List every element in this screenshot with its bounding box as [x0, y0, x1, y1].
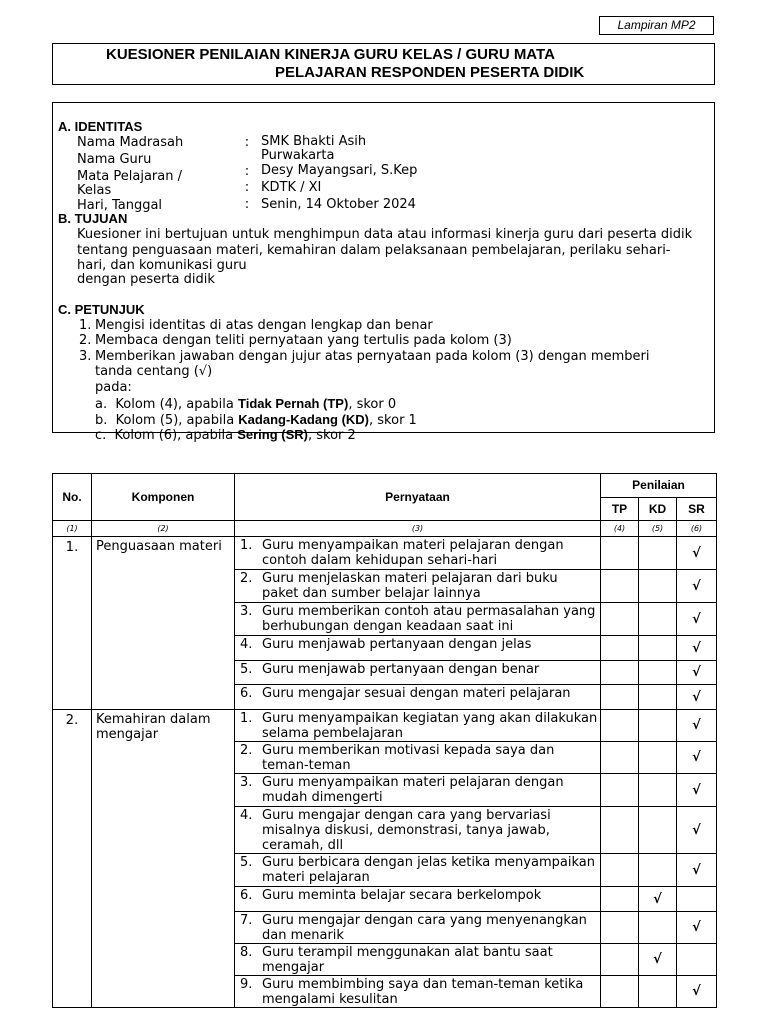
header-sr: SR [677, 498, 717, 521]
rating-cell-tp[interactable] [601, 742, 639, 774]
rating-cell-kd[interactable] [639, 661, 677, 685]
statement-number: 5. [240, 855, 253, 870]
rating-cell-sr[interactable] [677, 685, 717, 710]
check-mark: √ [692, 862, 701, 878]
statement-text: Guru meminta belajar secara berkelompok [262, 888, 542, 903]
rating-cell-tp[interactable] [601, 570, 639, 603]
statement-number: 2. [240, 743, 253, 758]
petunjuk-sub [95, 427, 356, 443]
header-tp: TP [601, 498, 639, 521]
petunjuk-heading: C. PETUNJUK [58, 302, 145, 317]
sub-letter: a. [95, 397, 108, 412]
statement-text: Guru mengajar dengan cara yang bervariasi misalnya diskusi, demonstrasi, tanya jawab, ceramah, dll [262, 808, 551, 853]
statement-text: Guru menjelaskan materi pelajaran dari buku paket dan sumber belajar lainnya [262, 571, 558, 601]
rating-cell-kd[interactable] [639, 603, 677, 636]
statement-text: Guru mengajar sesuai dengan materi pelajaran [262, 686, 571, 701]
header-penilaian: Penilaian [601, 474, 717, 498]
check-mark: √ [692, 689, 701, 705]
rating-cell-sr[interactable] [677, 661, 717, 685]
check-mark: √ [692, 782, 701, 798]
rating-cell-sr[interactable] [677, 854, 717, 887]
col-number: (4) [601, 521, 639, 537]
statement-cell [235, 774, 601, 807]
statement-number: 4. [240, 637, 253, 652]
sub-text: , skor 2 [307, 428, 356, 443]
petunjuk-sub [95, 396, 396, 412]
rating-cell-kd[interactable] [639, 742, 677, 774]
identitas-label: Mata Pelajaran / [77, 169, 182, 184]
statement-text: Guru menyampaikan materi pelajaran dengan mudah dimengerti [262, 775, 564, 805]
rating-cell-tp[interactable] [601, 685, 639, 710]
sub-letter: b. [95, 413, 108, 428]
rating-cell-tp[interactable] [601, 537, 639, 570]
header-komponen: Komponen [92, 474, 235, 521]
statement-cell [235, 887, 601, 912]
statement-cell [235, 742, 601, 774]
colon: : [244, 135, 250, 150]
check-mark: √ [692, 984, 701, 999]
sub-bold: Tidak Pernah (TP) [238, 396, 349, 411]
table-row [53, 537, 717, 570]
statement-number: 3. [240, 775, 253, 790]
check-mark: √ [653, 891, 662, 907]
statement-number: 4. [240, 808, 253, 823]
check-mark: √ [692, 545, 701, 561]
statement-number: 2. [240, 571, 253, 586]
statement-text: Guru menjawab pertanyaan dengan benar [262, 662, 540, 677]
component-name: Kemahiran dalam mengajar [92, 710, 235, 1008]
statement-cell [235, 603, 601, 636]
statement-number: 7. [240, 913, 253, 928]
statement-number: 1. [240, 538, 253, 553]
identitas-value: Purwakarta [261, 148, 335, 163]
check-mark: √ [692, 718, 701, 733]
identitas-value: SMK Bhakti Asih [261, 134, 367, 149]
rating-cell-sr[interactable] [677, 912, 717, 944]
sub-text: Kolom (4), apabila [115, 397, 239, 412]
check-mark: √ [692, 822, 701, 838]
identitas-label: Nama Guru [77, 152, 152, 167]
statement-cell [235, 570, 601, 603]
rating-cell-kd[interactable] [639, 774, 677, 807]
rating-cell-sr[interactable] [677, 976, 717, 1008]
rating-cell-tp[interactable] [601, 944, 639, 976]
rating-cell-kd[interactable] [639, 710, 677, 742]
identitas-label: Nama Madrasah [77, 135, 184, 150]
col-number: (3) [235, 521, 601, 537]
statement-number: 1. [240, 711, 253, 726]
rating-cell-sr[interactable] [677, 570, 717, 603]
statement-number: 6. [240, 686, 253, 701]
questionnaire-body [53, 537, 717, 1008]
petunjuk-num: 3. [79, 349, 92, 364]
sub-bold: Sering (SR) [237, 427, 308, 442]
statement-cell [235, 944, 601, 976]
rating-cell-tp[interactable] [601, 912, 639, 944]
column-number-row [53, 521, 717, 537]
statement-text: Guru mengajar dengan cara yang menyenangkan dan menarik [262, 913, 587, 943]
rating-cell-sr[interactable] [677, 944, 717, 976]
tujuan-text: tentang penguasaan materi, kemahiran dalam pelaksanaan pembelajaran, perilaku sehari- [77, 243, 671, 258]
sub-text: , skor 0 [348, 397, 397, 412]
rating-cell-sr[interactable] [677, 742, 717, 774]
rating-cell-sr[interactable] [677, 537, 717, 570]
statement-cell [235, 976, 601, 1008]
sub-text: , skor 1 [369, 413, 417, 428]
component-name: Penguasaan materi [92, 537, 235, 710]
statement-cell [235, 537, 601, 570]
page-title-line2: PELAJARAN RESPONDEN PESERTA DIDIK [275, 64, 585, 81]
rating-cell-kd[interactable] [639, 854, 677, 887]
header-pernyataan: Pernyataan [235, 474, 601, 521]
colon: : [244, 180, 250, 195]
rating-cell-sr[interactable] [677, 636, 717, 661]
col-number: (5) [639, 521, 677, 537]
statement-number: 8. [240, 945, 253, 960]
rating-cell-tp[interactable] [601, 854, 639, 887]
statement-cell [235, 636, 601, 661]
petunjuk-item-cont: pada: [95, 380, 132, 395]
rating-cell-sr[interactable] [677, 807, 717, 854]
identitas-value: Senin, 14 Oktober 2024 [261, 197, 416, 212]
rating-cell-tp[interactable] [601, 636, 639, 661]
check-mark: √ [692, 611, 701, 627]
rating-cell-tp[interactable] [601, 603, 639, 636]
rating-cell-kd[interactable] [639, 912, 677, 944]
col-number: (1) [53, 521, 92, 537]
statement-cell [235, 710, 601, 742]
colon: : [244, 164, 250, 179]
statement-text: Guru menjawab pertanyaan dengan jelas [262, 637, 532, 652]
rating-cell-kd[interactable] [639, 887, 677, 912]
col-number: (6) [677, 521, 717, 537]
statement-number: 5. [240, 662, 253, 677]
statement-text: Guru berbicara dengan jelas ketika menyampaikan materi pelajaran [262, 855, 595, 885]
rating-cell-kd[interactable] [639, 537, 677, 570]
petunjuk-num: 2. [79, 333, 92, 348]
identitas-label: Hari, Tanggal [77, 198, 163, 213]
petunjuk-item: Memberikan jawaban dengan jujur atas pernyataan pada kolom (3) dengan memberi [95, 349, 650, 364]
petunjuk-item: Mengisi identitas di atas dengan lengkap dan benar [95, 318, 433, 333]
petunjuk-sub [95, 412, 417, 428]
rating-cell-sr[interactable] [677, 710, 717, 742]
petunjuk-num: 1. [79, 318, 92, 333]
statement-text: Guru menyampaikan kegiatan yang akan dilakukan selama pembelajaran [262, 711, 598, 741]
identitas-heading: A. IDENTITAS [58, 119, 143, 134]
tujuan-text: dengan peserta didik [77, 272, 215, 287]
rating-cell-tp[interactable] [601, 887, 639, 912]
check-mark: √ [692, 920, 701, 935]
statement-text: Guru menyampaikan materi pelajaran dengan contoh dalam kehidupan sehari-hari [262, 538, 564, 568]
rating-cell-sr[interactable] [677, 887, 717, 912]
rating-cell-kd[interactable] [639, 807, 677, 854]
table-row [53, 710, 717, 742]
rating-cell-kd[interactable] [639, 636, 677, 661]
statement-cell [235, 912, 601, 944]
petunjuk-item: Membaca dengan teliti pernyataan yang tertulis pada kolom (3) [95, 333, 512, 348]
statement-number: 6. [240, 888, 253, 903]
header-no: No. [53, 474, 92, 521]
rating-cell-tp[interactable] [601, 774, 639, 807]
rating-cell-tp[interactable] [601, 807, 639, 854]
rating-cell-tp[interactable] [601, 661, 639, 685]
rating-cell-kd[interactable] [639, 944, 677, 976]
attachment-label: Lampiran MP2 [599, 16, 714, 35]
sub-bold: Kadang-Kadang (KD) [238, 412, 370, 427]
sub-text: Kolom (5), apabila [115, 413, 239, 428]
statement-number: 3. [240, 604, 253, 619]
statement-cell [235, 854, 601, 887]
sub-letter: c. [95, 428, 107, 443]
check-mark: √ [692, 665, 701, 680]
statement-text: Guru terampil menggunakan alat bantu saat mengajar [262, 945, 553, 975]
check-mark: √ [692, 578, 701, 594]
statement-cell [235, 807, 601, 854]
rating-cell-kd[interactable] [639, 570, 677, 603]
rating-cell-sr[interactable] [677, 603, 717, 636]
tujuan-text: Kuesioner ini bertujuan untuk menghimpun data atau informasi kinerja guru dari peserta didik [77, 227, 693, 242]
statement-number: 9. [240, 977, 253, 992]
group-number: 1. [53, 537, 92, 710]
rating-cell-kd[interactable] [639, 976, 677, 1008]
rating-cell-kd[interactable] [639, 685, 677, 710]
identitas-label: Kelas [77, 183, 112, 198]
page-title-line1: KUESIONER PENILAIAN KINERJA GURU KELAS / GURU MATA [106, 46, 555, 63]
identitas-value: KDTK / XI [261, 180, 322, 195]
questionnaire-table [52, 473, 717, 1008]
rating-cell-tp[interactable] [601, 710, 639, 742]
tujuan-text: hari, dan komunikasi guru [77, 258, 247, 273]
col-number: (2) [92, 521, 235, 537]
check-mark: √ [653, 952, 662, 967]
identitas-value: Desy Mayangsari, S.Kep [261, 163, 418, 178]
rating-cell-tp[interactable] [601, 976, 639, 1008]
statement-text: Guru memberikan contoh atau permasalahan yang berhubungan dengan keadaan saat ini [262, 604, 596, 634]
sub-text: Kolom (6), apabila [114, 428, 238, 443]
statement-cell [235, 685, 601, 710]
group-number: 2. [53, 710, 92, 1008]
statement-text: Guru memberikan motivasi kepada saya dan teman-teman [262, 743, 555, 773]
check-mark: √ [692, 750, 701, 765]
statement-cell [235, 661, 601, 685]
rating-cell-sr[interactable] [677, 774, 717, 807]
check-mark: √ [692, 640, 701, 656]
petunjuk-item-cont: tanda centang (√) [95, 364, 213, 379]
header-kd: KD [639, 498, 677, 521]
colon: : [244, 197, 250, 212]
tujuan-heading: B. TUJUAN [58, 211, 128, 226]
statement-text: Guru membimbing saya dan teman-teman ketika mengalami kesulitan [262, 977, 584, 1007]
